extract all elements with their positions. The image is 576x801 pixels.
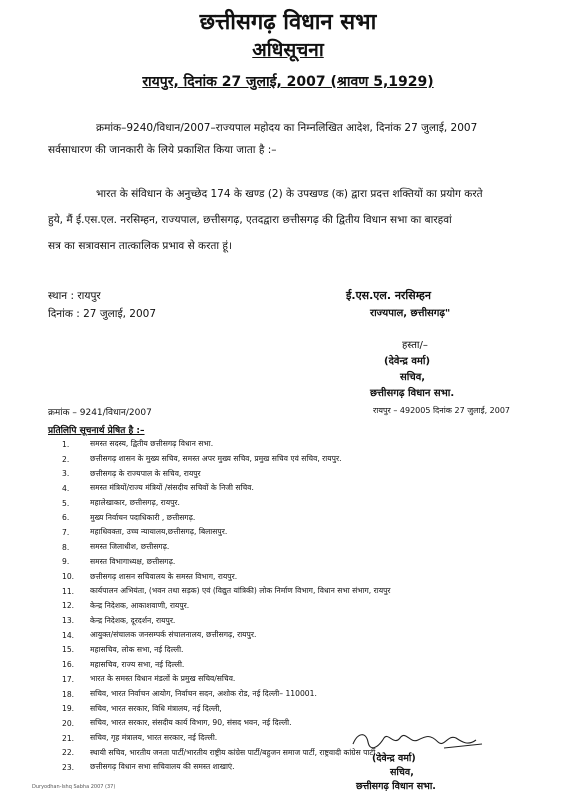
copy-list-item <box>62 540 532 555</box>
copy-list-text: छत्तीसगढ़ शासन के मुख्य सचिव, समस्त अपर मुख्य सचिव, प्रमुख सचिव एवं सचिव, रायपुर. <box>90 454 342 464</box>
copy-reference: क्रमांक – 9241/विधान/2007 <box>48 408 152 418</box>
copy-list-number: 20. <box>62 718 75 728</box>
copy-list-number: 12. <box>62 601 75 611</box>
copy-list-number: 7. <box>62 527 70 537</box>
copy-list-item <box>62 437 532 452</box>
copy-list-text: सचिव, भारत निर्वाचन आयोग, निर्वाचन सदन, अशोक रोड, नई दिल्ली– 110001. <box>90 689 317 699</box>
assembly-title: छत्तीसगढ़ विधान सभा <box>199 10 377 35</box>
place-label: स्थान : रायपुर <box>48 290 101 302</box>
copy-reference-date: रायपुर – 492005 दिनांक 27 जुलाई, 2007 <box>373 406 511 415</box>
place-date-line: रायपुर, दिनांक 27 जुलाई, 2007 (श्रावण 5,1929) <box>142 74 434 90</box>
copy-list-number: 8. <box>62 542 70 552</box>
copy-list-number: 14. <box>62 630 75 640</box>
signatory-office: छत्तीसगढ़ विधान सभा. <box>370 388 455 399</box>
body-line-1: भारत के संविधान के अनुच्छेद 174 के खण्ड (2) के उपखण्ड (क) द्वारा प्रदत्त शक्तियों का प्रयोग करते <box>96 188 483 200</box>
copy-list-item <box>62 569 532 584</box>
copy-list-number: 23. <box>62 762 75 772</box>
copy-list-item <box>62 672 532 687</box>
signature-note: हस्ता/– <box>402 340 428 351</box>
copy-list-text: छत्तीसगढ़ शासन सचिवालय के समस्त विभाग, रायपुर. <box>90 571 238 581</box>
copy-list-number: 21. <box>62 733 75 743</box>
copy-list-item <box>62 452 532 467</box>
copy-list-number: 5. <box>62 498 70 508</box>
copy-list-text: महालेखाकार, छत्तीसगढ़, रायपुर. <box>90 498 180 508</box>
governor-title: राज्यपाल, छत्तीसगढ़" <box>370 308 451 319</box>
signatory-post: सचिव, <box>400 372 426 383</box>
copy-list-number: 10. <box>62 572 75 582</box>
date-label: दिनांक : 27 जुलाई, 2007 <box>48 308 156 320</box>
copy-list-number: 9. <box>62 557 70 567</box>
copy-list-number: 18. <box>62 689 75 699</box>
copy-list-number: 1. <box>62 439 70 449</box>
copy-list-text: केन्द्र निदेशक, दूरदर्शन, रायपुर. <box>90 615 176 625</box>
copy-list-number: 6. <box>62 513 70 523</box>
copy-list-item <box>62 701 532 716</box>
copy-list-text: छत्तीसगढ़ के राज्यपाल के सचिव, रायपुर <box>90 468 201 478</box>
copy-list-item <box>62 481 532 496</box>
copy-list-text: मुख्य निर्वाचन पदाधिकारी , छत्तीसगढ़. <box>90 512 196 522</box>
copy-list-item <box>62 510 532 525</box>
print-mark: Duryodhan-Ishq Sabha 2007 (37) <box>32 784 116 790</box>
copy-list-number: 4. <box>62 483 70 493</box>
copy-list-item <box>62 599 532 614</box>
copy-list-text: सचिव, भारत सरकार, संसदीय कार्य विभाग, 90, संसद भवन, नई दिल्ली. <box>90 718 292 728</box>
order-line-1: क्रमांक–9240/विधान/2007–राज्यपाल महोदय का निम्नलिखित आदेश, दिनांक 27 जुलाई, 2007 <box>96 122 478 134</box>
copy-list-number: 11. <box>62 586 75 596</box>
copy-list-item <box>62 555 532 570</box>
copy-list-text: कार्यपालन अभियंता, (भवन तथा सड़क) एवं (विद्युत यांत्रिकी) लोक निर्माण विभाग, विधान सभा संभाग, रायपुर <box>90 586 391 596</box>
copy-list-number: 13. <box>62 616 75 626</box>
copy-list-text: समस्त जिलाधीश, छत्तीसगढ़. <box>90 542 170 552</box>
copy-list-item <box>62 525 532 540</box>
copy-list-item <box>62 466 532 481</box>
copy-list-number: 3. <box>62 469 70 479</box>
copy-list-number: 16. <box>62 660 75 670</box>
copy-list-text: केन्द्र निदेशक, आकाशवाणी, रायपुर. <box>90 600 190 610</box>
copy-list-item <box>62 687 532 702</box>
copy-list-text: सचिव, भारत सरकार, विधि मंत्रालय, नई दिल्ली, <box>90 703 222 713</box>
copy-list-text: समस्त सदस्य, द्वितीय छत्तीसगढ़ विधान सभा. <box>90 439 214 449</box>
copy-list-number: 17. <box>62 674 75 684</box>
copy-list-text: छत्तीसगढ़ विधान सभा सचिवालय की समस्त शाखाएं. <box>90 762 235 772</box>
copy-list-text: समस्त मंत्रियों/राज्य मंत्रियों /संसदीय सचिवों के निजी सचिव. <box>90 483 254 493</box>
body-line-2: हुये, मैं ई.एस.एल. नरसिम्हन, राज्यपाल, छत्तीसगढ़, एतदद्वारा छत्तीसगढ़ की द्वितीय विधान सभा का बारहवां <box>48 214 452 226</box>
copy-list-item <box>62 628 532 643</box>
signatory-name: (देवेन्द्र वर्मा) <box>384 356 431 367</box>
copy-list-text: महासचिव, लोक सभा, नई दिल्ली. <box>90 644 184 654</box>
footer-signatory-name: (देवेन्द्र वर्मा) <box>372 753 416 764</box>
copy-list-item <box>62 613 532 628</box>
copy-list-number: 2. <box>62 454 70 464</box>
copy-list-item <box>62 657 532 672</box>
copy-list-text: भारत के समस्त विधान मंडलों के प्रमुख सचिव/सचिव. <box>90 674 236 684</box>
body-line-3: सत्र का सत्रावसान तात्कालिक प्रभाव से करता हूं। <box>48 240 232 252</box>
copy-list-item <box>62 496 532 511</box>
copy-list-text: महासचिव, राज्य सभा, नई दिल्ली. <box>90 659 185 669</box>
copy-list-text: सचिव, गृह मंत्रालय, भारत सरकार, नई दिल्ली. <box>90 733 218 743</box>
governor-name: ई.एस.एल. नरसिम्हन <box>346 289 431 302</box>
footer-signatory-office: छत्तीसगढ़ विधान सभा. <box>356 781 436 792</box>
copy-list-item <box>62 643 532 658</box>
copy-list-number: 22. <box>62 748 75 758</box>
order-line-2: सर्वसाधारण की जानकारी के लिये प्रकाशित किया जाता है :– <box>48 144 277 156</box>
copy-list-text: महाधिवक्ता, उच्च न्यायालय,छत्तीसगढ़, बिलासपुर. <box>90 527 228 537</box>
copy-list-item <box>62 584 532 599</box>
copy-list-number: 19. <box>62 704 75 714</box>
copy-list-text: आयुक्त/संचालक जनसम्पर्क संचालनालय, छत्तीसगढ़, रायपुर. <box>90 630 257 640</box>
notification-heading: अधिसूचना <box>252 39 324 61</box>
copy-list-text: समस्त विभागाध्यक्ष, छत्तीसगढ़. <box>90 556 176 566</box>
copy-list-item <box>62 760 532 775</box>
handwritten-signature <box>348 724 488 754</box>
copy-list-number: 15. <box>62 645 75 655</box>
copy-list-text: स्थायी सचिव, भारतीय जनता पार्टी/भारतीय राष्ट्रीय कांग्रेस पार्टी/बहुजन समाज पार्टी, राष्ट्रवादी कांग्रेस पार्टी. <box>90 747 378 757</box>
footer-signatory-post: सचिव, <box>390 767 414 778</box>
copy-heading: प्रतिलिपि सूचनार्थ प्रेषित है :– <box>48 426 145 436</box>
